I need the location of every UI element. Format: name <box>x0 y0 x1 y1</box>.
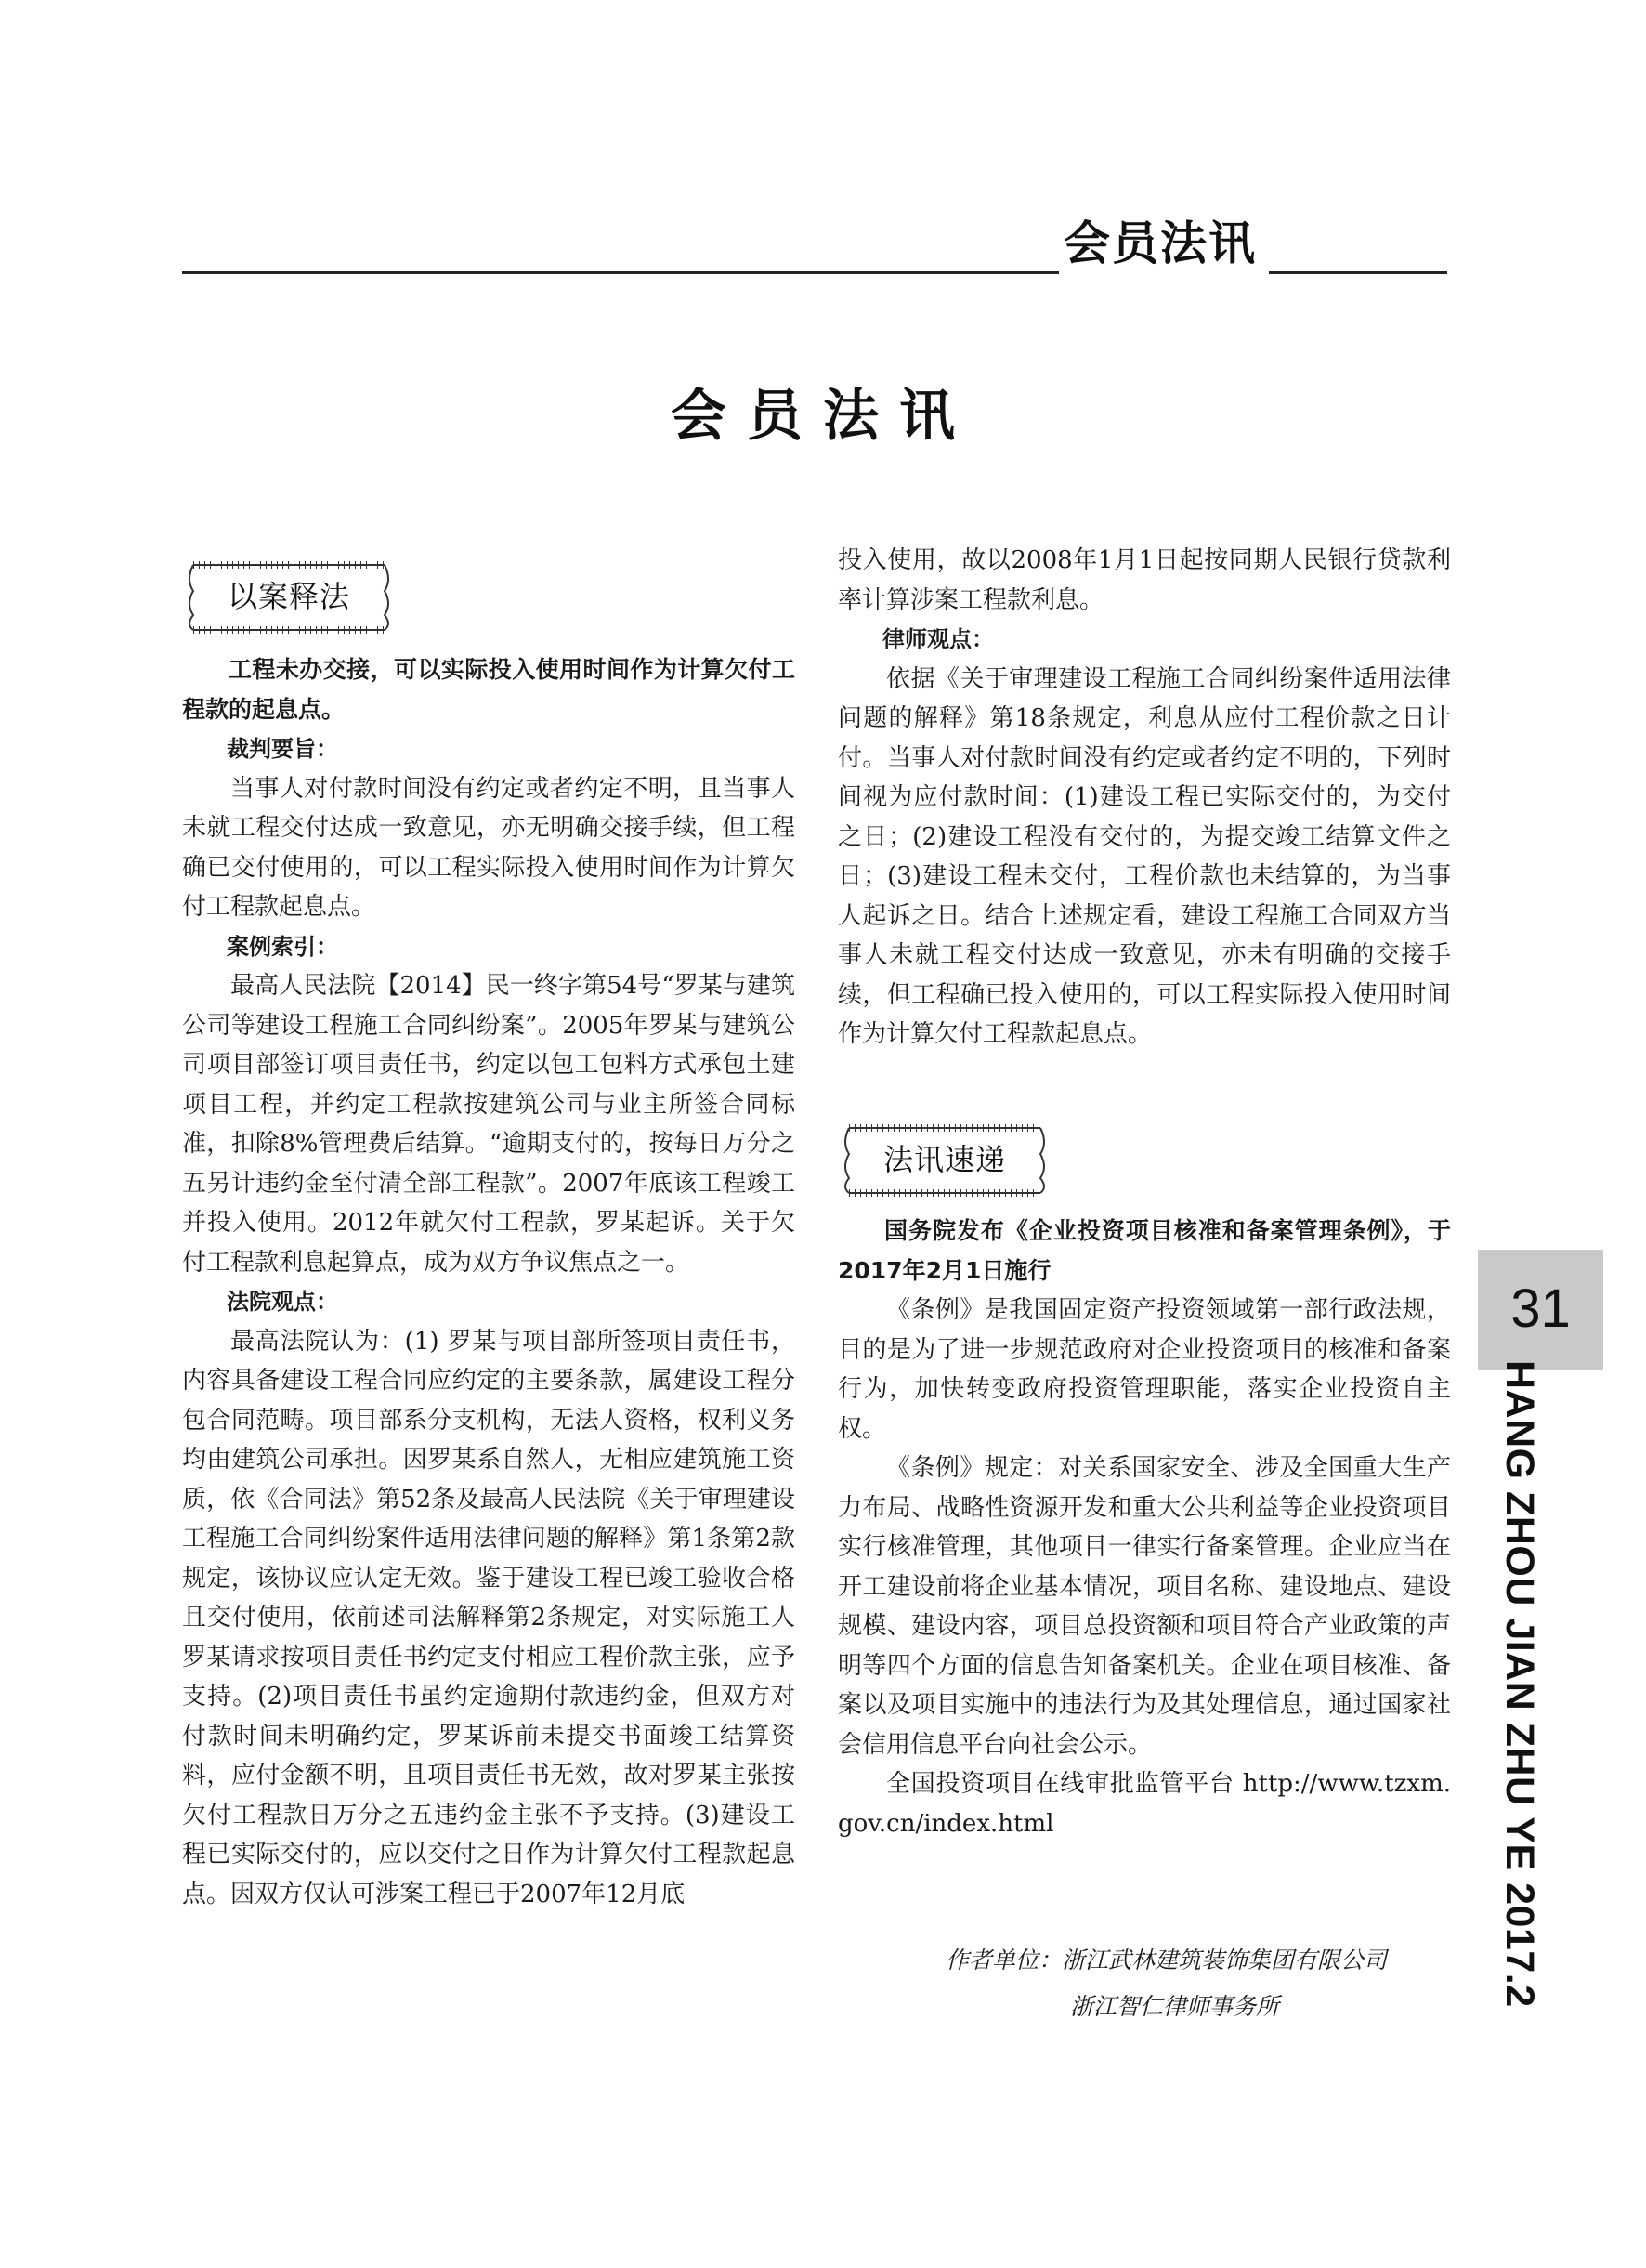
page-title: 会员法讯 <box>671 384 975 449</box>
author-line1: 作者单位：浙江武林建筑装饰集团有限公司 <box>946 1947 1388 1973</box>
section2-para2: 《条例》规定：对关系国家安全、涉及全国重大生产力布局、战略性资源开发和重大公共利益等企业投资项目实行核准管理，其他项目一律实行备案管理。企业应当在开工建设前将企业基本情况，项目名称、建设地点、建设规模、建设内容，项目总投资额和项目符合产业政策的声明等四个方面的信息告知备案机关。企业在项目核准、备案以及项目实施中的违法行为及其处理信息，通过国家社会信用信息平台向社会公示。 <box>838 1454 1451 1759</box>
section1-label-box <box>182 557 396 637</box>
case-title: 案例索引： <box>227 933 338 960</box>
page-number: 31 <box>1510 1278 1571 1339</box>
court-text: 最高法院认为：(1) 罗某与项目部所签项目责任书，内容具备建设工程合同应约定的主要条款，属建设工程分包合同范畴。项目部系分支机构，无法人资格，权利义务均由建筑公司承担。因罗某系自然人，无相应建筑施工资质，依《合同法》第52条及最高人民法院《关于审理建设工程施工合同纠纷案件适用法律问题的解释》第1条第2款规定，该协议应认定无效。鉴于建设工程已竣工验收合格且交付使用，依前述司法解释第2条规定，对实际施工人罗某请求按项目责任书约定支付相应工程价款主张，应予支持。(2)项目责任书虽约定逾期付款违约金，但双方对付款时间未明确约定，罗某诉前未提交书面竣工结算资料，应付金额不明，且项目责任书无效，故对罗某主张按欠付工程款日万分之五违约金主张不予支持。(3)建设工程已实际交付的，应以交付之日作为计算欠付工程款起息点。因双方仅认可涉案工程已于2007年12月底 <box>182 1327 795 1908</box>
header-rule-left <box>182 271 1059 274</box>
left-column <box>182 650 795 1914</box>
section-header-title: 会员法讯 <box>1064 216 1257 270</box>
section2-heading: 国务院发布《企业投资项目核准和备案管理条例》，于2017年2月1日施行 <box>838 1217 1451 1284</box>
court-text-continued: 投入使用，故以2008年1月1日起按同期人民银行贷款利率计算涉案工程款利息。 <box>838 546 1451 614</box>
section1-heading: 工程未办交接，可以实际投入使用时间作为计算欠付工程款的起息点。 <box>182 656 795 723</box>
section2-label-box <box>838 1121 1052 1200</box>
author-line2: 浙江智仁律师事务所 <box>1070 1993 1280 2020</box>
journal-name: HANG ZHOU JIAN ZHU YE 2017.2 <box>1497 1360 1542 2008</box>
case-text: 最高人民法院【2014】民一终字第54号“罗某与建筑公司等建设工程施工合同纠纷案”。2005年罗某与建筑公司项目部签订项目责任书，约定以包工包料方式承包土建项目工程，并约定工程款按建筑公司与业主所签合同标准，扣除8%管理费后结算。“逾期支付的，按每日万分之五另计违约金至付清全部工程款”。2007年底该工程竣工并投入使用。2012年就欠付工程款，罗某起诉。关于欠付工程款利息起算点，成为双方争议焦点之一。 <box>182 972 795 1277</box>
lawyer-text: 依据《关于审理建设工程施工合同纠纷案件适用法律问题的解释》第18条规定，利息从应付工程价款之日计付。当事人对付款时间没有约定或者约定不明的，下列时间视为应付款时间：(1)建设工程已实际交付的，为交付之日；(2)建设工程没有交付的，为提交竣工结算文件之日；(3)建设工程未交付，工程价款也未结算的，为当事人起诉之日。结合上述规定看，建设工程施工合同双方当事人未就工程交付达成一致意见，亦未有明确的交接手续，但工程确已投入使用的，可以工程实际投入使用时间作为计算欠付工程款起息点。 <box>838 664 1451 1048</box>
court-title: 法院观点： <box>227 1289 338 1315</box>
section2-body <box>838 1212 1451 1843</box>
section2-label: 法讯速递 <box>882 1142 1006 1177</box>
ruling-text: 当事人对付款时间没有约定或者约定不明，且当事人未就工程交付达成一致意见，亦无明确交接手续，但工程确已交付使用的，可以工程实际投入使用时间作为计算欠付工程款起息点。 <box>182 774 795 921</box>
ruling-title: 裁判要旨： <box>227 736 338 762</box>
right-column <box>838 541 1451 1055</box>
header-rule-right <box>1269 271 1447 274</box>
lawyer-title: 律师观点： <box>882 626 994 652</box>
page-number-tab <box>1478 1250 1603 1370</box>
section2-para1: 《条例》是我国固定资产投资领域第一部行政法规，目的是为了进一步规范政府对企业投资项目的核准和备案行为，加快转变政府投资管理职能，落实企业投资自主权。 <box>838 1296 1451 1443</box>
section1-label: 以案释法 <box>227 579 350 614</box>
section2-para3: 全国投资项目在线审批监管平台 http://www.tzxm.gov.cn/index.html <box>838 1770 1451 1838</box>
